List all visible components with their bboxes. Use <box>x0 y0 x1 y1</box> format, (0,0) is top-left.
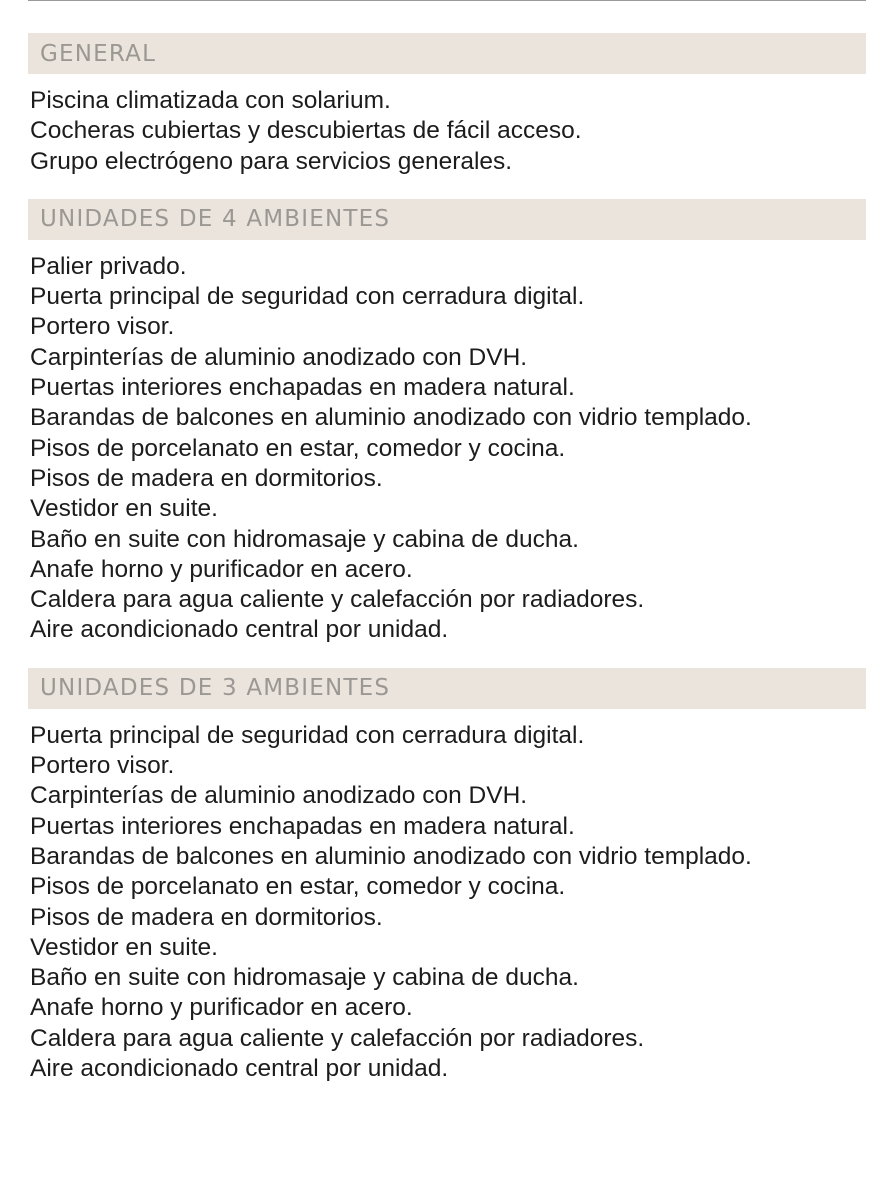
section-title: UNIDADES DE 4 AMBIENTES <box>40 206 391 233</box>
section-general <box>28 33 866 177</box>
list-item: Cocheras cubiertas y descubiertas de fácil acceso. <box>30 117 582 145</box>
section-title: UNIDADES DE 3 AMBIENTES <box>40 675 391 702</box>
list-item: Carpinterías de aluminio anodizado con DVH. <box>30 782 528 810</box>
list-item: Puertas interiores enchapadas en madera natural. <box>30 374 575 402</box>
section-header <box>28 199 866 240</box>
list-item: Pisos de porcelanato en estar, comedor y cocina. <box>30 873 566 901</box>
list-item: Pisos de madera en dormitorios. <box>30 903 383 931</box>
list-item: Puertas interiores enchapadas en madera natural. <box>30 812 575 840</box>
amenities-document <box>28 33 866 1106</box>
top-divider <box>28 0 866 1</box>
feature-list <box>28 86 866 177</box>
list-item: Piscina climatizada con solarium. <box>30 87 391 114</box>
list-item: Portero visor. <box>30 313 175 341</box>
feature-list <box>28 252 866 646</box>
section-4-ambientes <box>28 199 866 646</box>
list-item: Anafe horno y purificador en acero. <box>30 994 413 1022</box>
section-header <box>28 668 866 709</box>
list-item: Aire acondicionado central por unidad. <box>30 616 449 644</box>
list-item: Barandas de balcones en aluminio anodizado con vidrio templado. <box>30 842 752 870</box>
list-item: Anafe horno y purificador en acero. <box>30 555 413 583</box>
list-item: Pisos de madera en dormitorios. <box>30 464 383 492</box>
feature-list <box>28 721 866 1085</box>
section-3-ambientes <box>28 668 866 1085</box>
list-item: Aire acondicionado central por unidad. <box>30 1055 449 1083</box>
list-item: Carpinterías de aluminio anodizado con DVH. <box>30 343 528 371</box>
list-item: Barandas de balcones en aluminio anodizado con vidrio templado. <box>30 404 752 432</box>
list-item: Caldera para agua caliente y calefacción por radiadores. <box>30 1024 645 1052</box>
list-item: Vestidor en suite. <box>30 495 218 523</box>
list-item: Pisos de porcelanato en estar, comedor y cocina. <box>30 434 566 462</box>
list-item: Baño en suite con hidromasaje y cabina de ducha. <box>30 964 579 992</box>
section-title: GENERAL <box>40 40 157 67</box>
list-item: Puerta principal de seguridad con cerradura digital. <box>30 721 585 749</box>
list-item: Baño en suite con hidromasaje y cabina de ducha. <box>30 525 579 553</box>
section-header <box>28 33 866 74</box>
list-item: Portero visor. <box>30 752 175 780</box>
list-item: Puerta principal de seguridad con cerradura digital. <box>30 283 585 311</box>
list-item: Caldera para agua caliente y calefacción por radiadores. <box>30 586 645 614</box>
list-item: Vestidor en suite. <box>30 933 218 961</box>
list-item: Grupo electrógeno para servicios generales. <box>30 147 513 175</box>
list-item: Palier privado. <box>30 252 187 280</box>
